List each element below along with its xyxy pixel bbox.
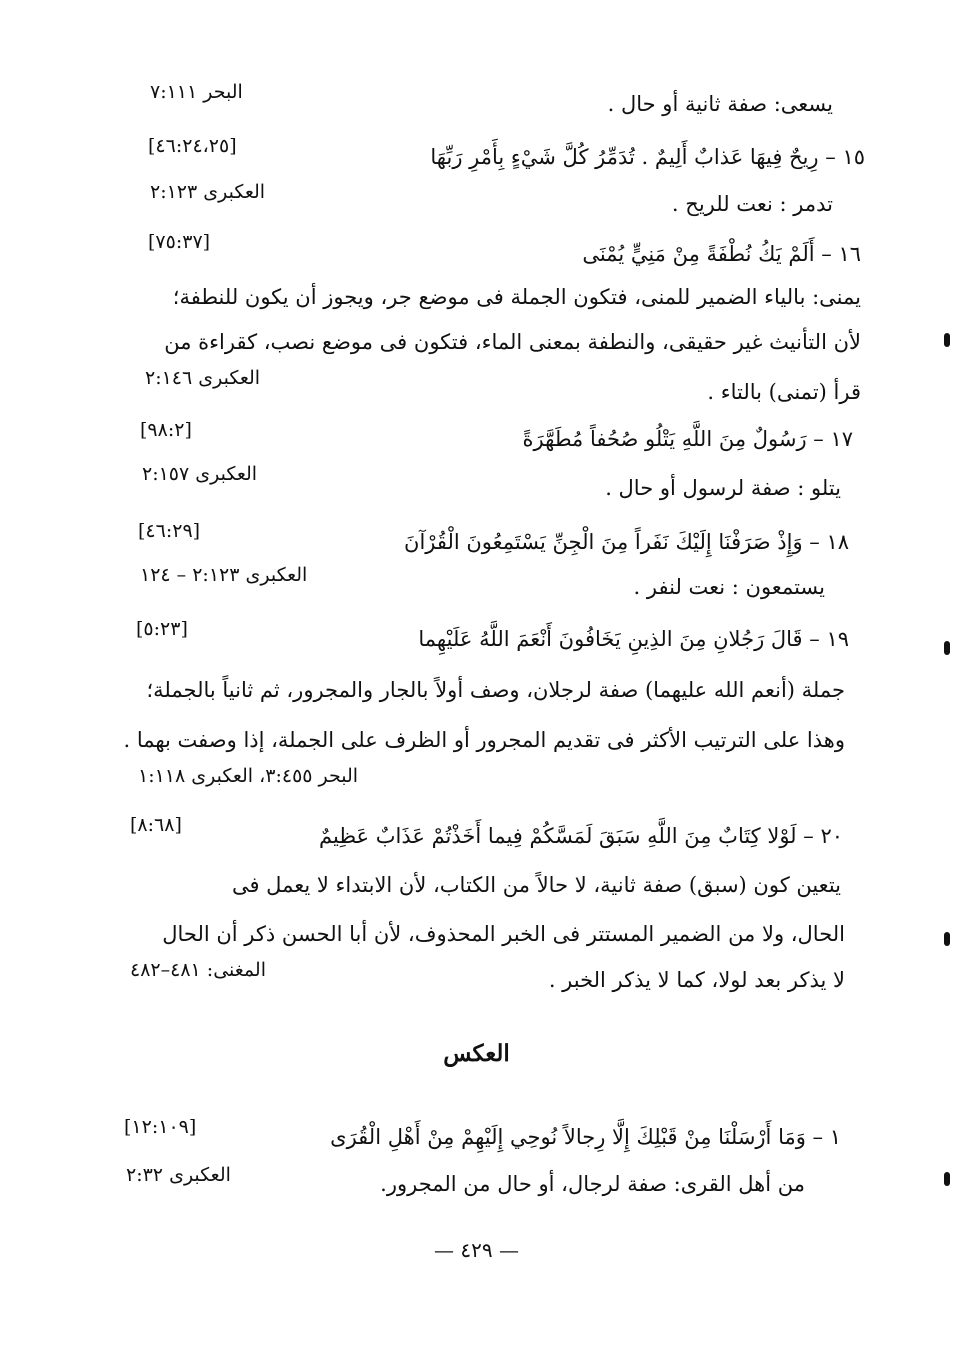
explanation-entry-16-line-3: قرأ (تمنى) بالتاء . bbox=[707, 380, 861, 404]
source-entry-20: المغنى: ٤٨١–٤٨٢ bbox=[130, 959, 266, 981]
explanation-entry-19-line-2: وهذا على الترتيب الأكثر فى تقديم المجرور أو الظرف على الجملة، إذا وصفت بهما . bbox=[123, 728, 845, 752]
source-entry-15: العكبرى ٢:١٢٣ bbox=[150, 181, 266, 203]
citation-entry-16: [٧٥:٣٧] bbox=[148, 231, 211, 253]
ayah-section-entry-1: ١ – وَمَا أَرْسَلْنَا مِنْ قَبْلِكَ إِلَّا رِجالاً نُوحِي إِلَيْهِمْ مِنْ أَهْلِ الْقُرَى bbox=[330, 1125, 841, 1149]
explanation-entry-20-line-3: لا يذكر بعد لولا، كما لا يذكر الخبر . bbox=[548, 968, 845, 992]
explanation-entry-18: يستمعون : نعت لنفر . bbox=[633, 575, 825, 599]
section-heading: العكس bbox=[443, 1040, 510, 1067]
scan-edge-mark bbox=[944, 333, 950, 347]
citation-entry-14: البحر ٧:١١١ bbox=[150, 81, 243, 103]
citation-entry-17: [٩٨:٢] bbox=[140, 419, 192, 441]
explanation-section-entry-1: من أهل القرى: صفة لرجال، أو حال من المجرور. bbox=[380, 1172, 805, 1196]
citation-entry-15: [٤٦:٢٤،٢٥] bbox=[148, 135, 237, 157]
page-number: — ٤٢٩ — bbox=[434, 1238, 519, 1262]
source-entry-16: العكبرى ٢:١٤٦ bbox=[145, 367, 261, 389]
explanation-entry-15: تدمر : نعت للريح . bbox=[671, 192, 833, 216]
source-entry-18: العكبرى ٢:١٢٣ – ١٢٤ bbox=[140, 564, 308, 586]
ayah-entry-17: ١٧ – رَسُولٌ مِنَ اللَّهِ يَتْلُو صُحُفاً مُطَهَّرَةً bbox=[522, 427, 853, 451]
explanation-entry-20-line-2: الحال، ولا من الضمير المستتر فى الخبر المحذوف، لأن أبا الحسن ذكر أن الحال bbox=[162, 922, 845, 946]
source-section-entry-1: العكبرى ٢:٣٢ bbox=[126, 1164, 231, 1186]
explanation-entry-16-line-2: لأن التأنيث غير حقيقى، والنطفة بمعنى الماء، فتكون فى موضع نصب، كقراءة من bbox=[164, 330, 861, 354]
source-entry-19: البحر ٣:٤٥٥، العكبرى ١:١١٨ bbox=[138, 765, 359, 787]
explanation-entry-20-line-1: يتعين كون (سبق) صفة ثانية، لا حالاً من الكتاب، لأن الابتداء لا يعمل فى bbox=[231, 873, 841, 897]
citation-entry-18: [٤٦:٢٩] bbox=[138, 520, 201, 542]
ayah-entry-15: ١٥ – رِيحٌ فِيهَا عَذابٌ أَلِيمٌ . تُدَمِّرُ كُلَّ شَيْءٍ بِأَمْرِ رَبِّهَا bbox=[430, 145, 865, 169]
citation-entry-20: [٨:٦٨] bbox=[130, 814, 182, 836]
source-entry-17: العكبرى ٢:١٥٧ bbox=[142, 463, 258, 485]
scan-edge-mark bbox=[944, 641, 950, 655]
ayah-entry-16: ١٦ – أَلَمْ يَكُ نُطْفَةً مِنْ مَنِيٍّ يُمْنَى bbox=[582, 242, 861, 266]
ayah-entry-20: ٢٠ – لَوْلا كِتَابٌ مِنَ اللَّهِ سَبَقَ لَمَسَّكُمْ فِيما أَخَذْتُمْ عَذَابٌ عَظِيمٌ bbox=[319, 824, 843, 848]
citation-entry-19: [٥:٢٣] bbox=[136, 618, 188, 640]
scan-edge-mark bbox=[944, 1172, 950, 1186]
explanation-entry-17: يتلو : صفة لرسول أو حال . bbox=[605, 476, 841, 500]
ayah-entry-19: ١٩ – قَالَ رَجُلانِ مِنَ الذِينِ يَخَافُونَ أَنْعَمَ اللَّهُ عَلَيْهِما bbox=[418, 627, 849, 651]
explanation-entry-14: يسعى: صفة ثانية أو حال . bbox=[607, 92, 833, 116]
explanation-entry-19-line-1: جملة (أنعم الله عليهما) صفة لرجلان، وصف أولاً بالجار والمجرور، ثم ثانياً بالجملة؛ bbox=[146, 678, 845, 702]
ayah-entry-18: ١٨ – وَإِذْ صَرَفْنَا إِلَيْكَ نَفَراً مِنَ الْجِنِّ يَسْتَمِعُونَ الْقُرْآنَ bbox=[404, 530, 849, 554]
scan-edge-mark bbox=[944, 932, 950, 946]
citation-section-entry-1: [١٢:١٠٩] bbox=[124, 1116, 197, 1138]
explanation-entry-16-line-1: يمنى: بالياء الضمير للمنى، فتكون الجملة فى موضع جر، ويجوز أن يكون للنطفة؛ bbox=[172, 285, 861, 309]
